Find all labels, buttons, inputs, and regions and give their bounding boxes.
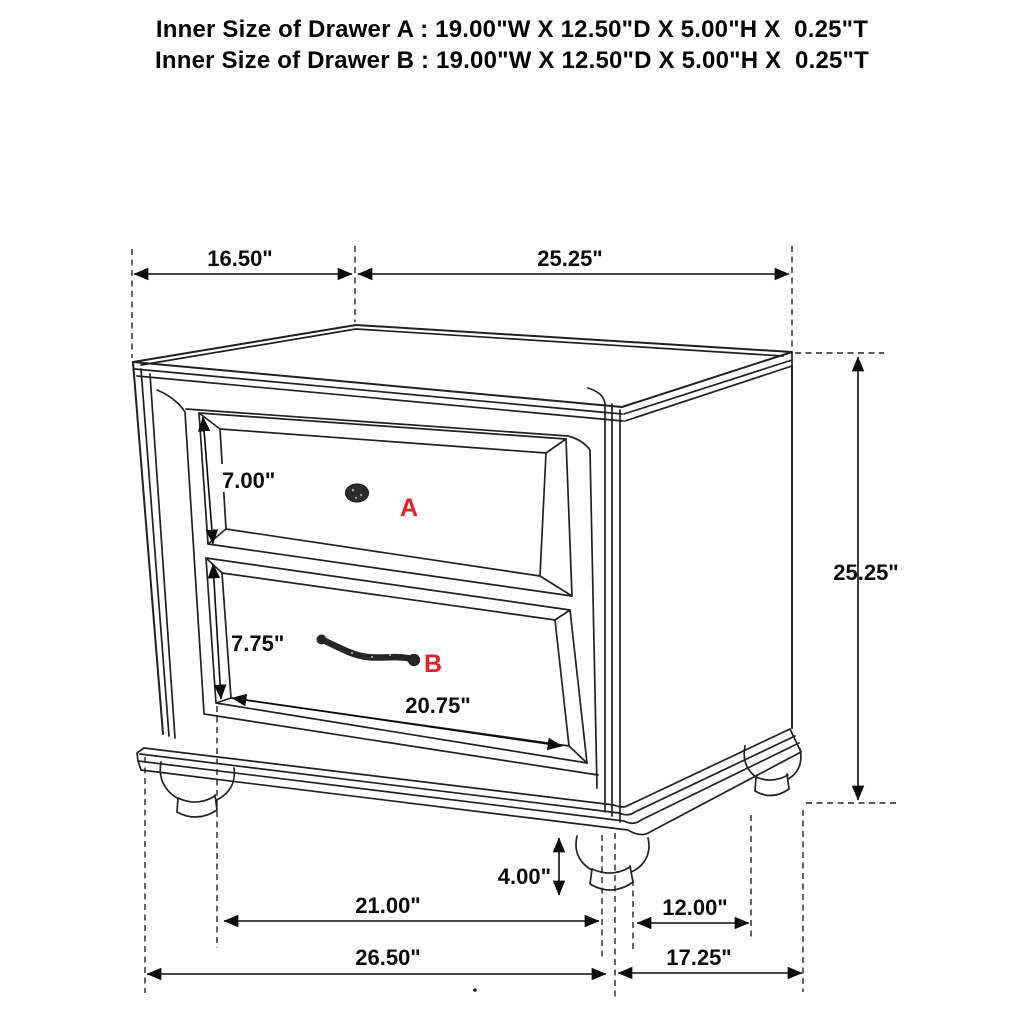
cabinet-top-face	[133, 325, 792, 421]
dim-top-width	[358, 246, 789, 274]
dim-foot-height-label: 4.00"	[497, 864, 551, 889]
foot-front-right	[576, 836, 649, 890]
dim-base-depth	[618, 945, 802, 973]
dim-base-depth-label: 17.25"	[666, 945, 732, 970]
dim-top-width-label: 25.25"	[537, 246, 603, 271]
dim-drawer-a-height-label: 7.00"	[222, 468, 276, 493]
header-drawer-a-size: Inner Size of Drawer A : 19.00"W X 12.50"D X 5.00"H X 0.25"T	[155, 16, 869, 43]
dim-feet-front-span-label: 21.00"	[355, 893, 421, 918]
dim-base-width	[147, 945, 606, 974]
dim-base-width-label: 26.50"	[355, 945, 421, 970]
dim-top-depth-label: 16.50"	[207, 246, 273, 271]
dim-height-label: 25.25"	[833, 560, 899, 585]
stray-dot	[473, 988, 477, 992]
drawer-b-marker: B	[423, 650, 443, 678]
foot-front-left	[160, 762, 234, 817]
foot-back-right	[744, 746, 801, 796]
nightstand-drawing	[133, 325, 801, 890]
dim-top-depth	[134, 246, 352, 274]
dim-drawer-b-height-label: 7.75"	[231, 631, 285, 656]
header-drawer-b-size: Inner Size of Drawer B : 19.00"W X 12.50"D X 5.00"H X 0.25"T	[155, 47, 869, 74]
dim-feet-front-span	[224, 893, 599, 921]
drawer-a-knob	[346, 484, 369, 502]
dim-height	[833, 357, 898, 800]
dim-feet-side-span-label: 12.00"	[662, 895, 728, 920]
base-molding	[137, 729, 801, 835]
dim-drawer-b-width-label: 20.75"	[405, 693, 471, 718]
dim-foot-height	[498, 838, 559, 895]
drawer-a-marker: A	[399, 494, 419, 522]
header	[0, 14, 1024, 76]
dim-feet-side-span	[637, 895, 749, 923]
